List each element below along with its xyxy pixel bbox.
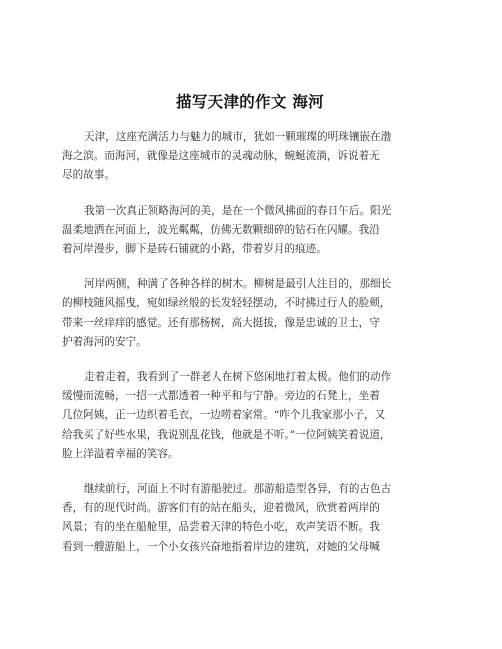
document-body xyxy=(62,128,438,557)
paragraph-line: 看到一艘游船上，一个小女孩兴奋地指着岸边的建筑，对她的父母喊 xyxy=(62,540,380,553)
paragraph-line: 几位阿姨，正一边织着毛衣，一边唠着家常。“咋个儿我家那小子，又 xyxy=(62,409,386,422)
paragraph-line: 海之滨。而海河，就像是这座城市的灵魂动脉，蜿蜒流淌，诉说着无 xyxy=(62,150,380,163)
paragraph xyxy=(62,480,438,557)
paragraph-line: 尽的故事。 xyxy=(62,169,115,182)
paragraph xyxy=(62,128,438,186)
paragraph-line: 着河岸漫步，脚下是砖石铺就的小路，带着岁月的痕迹。 xyxy=(62,243,327,256)
paragraph-line: 香，有的现代时尚。游客们有的站在船头，迎着微风，欣赏着两岸的 xyxy=(62,502,380,515)
paragraph-line: 天津，这座充满活力与魅力的城市，犹如一颗璀璨的明珠镶嵌在渤 xyxy=(84,131,392,143)
paragraph-line: 给我买了好些水果，我说别乱花钱，他就是不听。”一位阿姨笑着说道， xyxy=(62,428,391,441)
paragraph-line: 护着海河的安宁。 xyxy=(62,335,147,348)
paragraph-line: 的柳枝随风摇曳，宛如绿丝般的长发轻轻摆动，不时拂过行人的脸颊， xyxy=(62,297,391,310)
paragraph-line: 脸上洋溢着幸福的笑容。 xyxy=(62,447,179,460)
paragraph-line: 风景；有的坐在船舱里，品尝着天津的特色小吃，欢声笑语不断。我 xyxy=(62,521,380,534)
paragraph xyxy=(62,202,438,260)
document-title: 描写天津的作文 海河 xyxy=(176,93,324,111)
paragraph-line: 带来一丝痒痒的感觉。还有那杨树，高大挺拔，像是忠诚的卫士，守 xyxy=(62,316,380,329)
paragraph-line: 我第一次真正领略海河的美，是在一个微风拂面的春日午后。阳光 xyxy=(84,204,392,217)
paragraph-line: 继续前行，河面上不时有游船驶过。那游船造型各异，有的古色古 xyxy=(84,483,392,496)
paragraph xyxy=(62,275,438,352)
paragraph xyxy=(62,368,438,464)
paragraph-line: 缓慢而流畅，一招一式都透着一种平和与宁静。旁边的石凳上，坐着 xyxy=(62,390,380,403)
paragraph-line: 河岸两侧，种满了各种各样的树木。柳树是最引人注目的，那细长 xyxy=(84,278,392,291)
paragraph-line: 走着走着，我看到了一群老人在树下悠闲地打着太极。他们的动作 xyxy=(84,371,392,384)
paragraph-line: 温柔地洒在河面上，波光粼粼，仿佛无数颗细碎的钻石在闪耀。我沿 xyxy=(62,223,380,236)
